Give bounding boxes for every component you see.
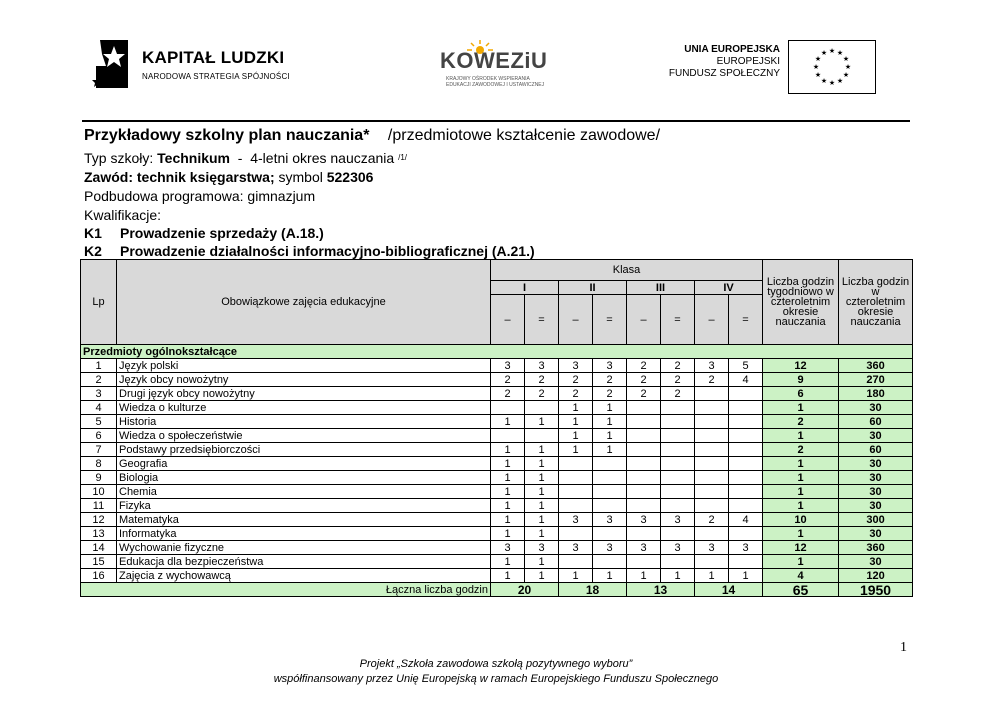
- row-lp: 3: [81, 387, 117, 401]
- row-total-hours: 60: [839, 443, 913, 457]
- row-semester-hours: 4: [729, 513, 763, 527]
- school-type-rest: - 4-letni okres nauczania: [230, 150, 399, 166]
- row-total-hours: 30: [839, 527, 913, 541]
- total-label: Łączna liczba godzin: [81, 583, 491, 597]
- row-semester-hours: [729, 555, 763, 569]
- row-semester-hours: 2: [491, 387, 525, 401]
- row-semester-hours: [627, 415, 661, 429]
- row-weekly-hours: 12: [763, 359, 839, 373]
- qualification-k2: [84, 243, 535, 259]
- eu-flag-icon: [788, 40, 876, 94]
- row-subject: Biologia: [117, 471, 491, 485]
- row-lp: 8: [81, 457, 117, 471]
- svg-text:★: ★: [842, 71, 850, 79]
- row-semester-hours: 3: [627, 513, 661, 527]
- kapital-ludzki-subtitle: NARODOWA STRATEGIA SPÓJNOŚCI: [142, 72, 290, 81]
- table-row: [81, 457, 913, 471]
- row-semester-hours: [593, 499, 627, 513]
- row-semester-hours: [729, 415, 763, 429]
- row-semester-hours: [661, 415, 695, 429]
- row-weekly-hours: 1: [763, 457, 839, 471]
- table-row: [81, 513, 913, 527]
- row-total-hours: 120: [839, 569, 913, 583]
- total-class-hours: 14: [695, 583, 763, 597]
- table-row: [81, 499, 913, 513]
- svg-text:★: ★: [836, 77, 844, 85]
- header-subject: Obowiązkowe zajęcia edukacyjne: [117, 260, 491, 345]
- row-total-hours: 30: [839, 499, 913, 513]
- k1-text: Prowadzenie sprzedaży (A.18.): [120, 225, 324, 241]
- row-semester-hours: [695, 485, 729, 499]
- row-semester-hours: 3: [695, 359, 729, 373]
- svg-text:★: ★: [820, 49, 828, 57]
- row-semester-hours: 2: [627, 373, 661, 387]
- row-semester-hours: [661, 401, 695, 415]
- row-semester-hours: 1: [491, 499, 525, 513]
- svg-text:★: ★: [844, 63, 852, 71]
- total-all: 1950: [839, 583, 913, 597]
- row-semester-hours: 3: [491, 359, 525, 373]
- row-semester-hours: 1: [491, 513, 525, 527]
- row-semester-hours: 2: [593, 387, 627, 401]
- row-semester-hours: 1: [627, 569, 661, 583]
- section-general-subjects: Przedmioty ogólnokształcące: [81, 345, 913, 359]
- row-semester-hours: 2: [661, 373, 695, 387]
- total-row: [81, 583, 913, 597]
- row-lp: 9: [81, 471, 117, 485]
- row-semester-hours: 2: [695, 513, 729, 527]
- row-semester-hours: 1: [525, 415, 559, 429]
- svg-text:★: ★: [842, 55, 850, 63]
- symbol-label: symbol: [274, 169, 327, 185]
- header-row-1: [81, 260, 913, 281]
- row-semester-hours: 1: [525, 555, 559, 569]
- row-semester-hours: [695, 527, 729, 541]
- row-lp: 1: [81, 359, 117, 373]
- row-semester-hours: 3: [559, 359, 593, 373]
- table-row: [81, 359, 913, 373]
- row-weekly-hours: 1: [763, 555, 839, 569]
- row-semester-hours: 1: [559, 569, 593, 583]
- row-semester-hours: [729, 485, 763, 499]
- row-semester-hours: [593, 471, 627, 485]
- row-semester-hours: [695, 457, 729, 471]
- row-semester-hours: [627, 443, 661, 457]
- teaching-plan-table: [80, 259, 913, 597]
- eu-line3: FUNDUSZ SPOŁECZNY: [668, 68, 780, 79]
- header-weekly: Liczba godzin tygodniowo w czteroletnim okresie nauczania: [763, 260, 839, 345]
- kowezu-logo: [440, 40, 560, 96]
- eu-text: [669, 44, 780, 80]
- table-row: [81, 555, 913, 569]
- row-weekly-hours: 1: [763, 485, 839, 499]
- row-semester-hours: 3: [559, 541, 593, 555]
- row-semester-hours: [695, 401, 729, 415]
- kowezu-subtitle-line1: KRAJOWY OŚRODEK WSPIERANIA: [446, 76, 530, 82]
- kowezu-subtitle: [446, 76, 556, 88]
- footer-line2: współfinansowany przez Unię Europejską w ramach Europejskiego Funduszu Społecznego: [273, 673, 719, 685]
- row-semester-hours: [729, 429, 763, 443]
- row-semester-hours: 1: [695, 569, 729, 583]
- row-semester-hours: 2: [525, 387, 559, 401]
- document-title-bold: Przykładowy szkolny plan nauczania*: [84, 127, 370, 144]
- row-total-hours: 30: [839, 471, 913, 485]
- school-type-footnote: /1/: [398, 153, 408, 162]
- row-weekly-hours: 1: [763, 499, 839, 513]
- table-row: [81, 429, 913, 443]
- row-semester-hours: 1: [525, 527, 559, 541]
- table-row: [81, 471, 913, 485]
- row-subject: Historia: [117, 415, 491, 429]
- row-lp: 11: [81, 499, 117, 513]
- document-title-rest: /przedmiotowe kształcenie zawodowe/: [387, 127, 661, 144]
- row-semester-hours: [661, 443, 695, 457]
- profession-line: [84, 169, 373, 185]
- svg-text:★: ★: [820, 77, 828, 85]
- table-row: [81, 541, 913, 555]
- row-semester-hours: [627, 555, 661, 569]
- row-total-hours: 30: [839, 457, 913, 471]
- row-semester-hours: [559, 457, 593, 471]
- row-total-hours: 180: [839, 387, 913, 401]
- row-semester-hours: 3: [695, 541, 729, 555]
- table-row: [81, 415, 913, 429]
- table-row: [81, 373, 913, 387]
- kowezu-title: KOWEZiU: [440, 48, 548, 73]
- row-semester-hours: [661, 555, 695, 569]
- row-semester-hours: 2: [559, 387, 593, 401]
- row-total-hours: 30: [839, 485, 913, 499]
- row-lp: 12: [81, 513, 117, 527]
- section-row: [81, 345, 913, 359]
- table-row: [81, 443, 913, 457]
- eu-line2: EUROPEJSKI: [716, 56, 780, 67]
- qualifications-label: Kwalifikacje:: [84, 207, 162, 223]
- row-semester-hours: [627, 499, 661, 513]
- row-semester-hours: 1: [559, 429, 593, 443]
- table-row: [81, 569, 913, 583]
- row-semester-hours: 1: [593, 415, 627, 429]
- row-semester-hours: 4: [729, 373, 763, 387]
- row-semester-hours: 1: [593, 429, 627, 443]
- row-total-hours: 30: [839, 429, 913, 443]
- row-semester-hours: [695, 471, 729, 485]
- row-weekly-hours: 1: [763, 471, 839, 485]
- row-lp: 5: [81, 415, 117, 429]
- row-lp: 16: [81, 569, 117, 583]
- header-sem: =: [593, 295, 627, 345]
- row-semester-hours: 2: [661, 387, 695, 401]
- row-lp: 4: [81, 401, 117, 415]
- row-total-hours: 300: [839, 513, 913, 527]
- base-line: Podbudowa programowa: gimnazjum: [84, 188, 316, 204]
- row-semester-hours: [695, 499, 729, 513]
- row-weekly-hours: 1: [763, 401, 839, 415]
- row-semester-hours: 1: [559, 415, 593, 429]
- row-semester-hours: [729, 471, 763, 485]
- row-subject: Chemia: [117, 485, 491, 499]
- header-class-4: IV: [695, 281, 763, 295]
- row-semester-hours: 1: [525, 485, 559, 499]
- row-semester-hours: [559, 499, 593, 513]
- header-lp: Lp: [81, 260, 117, 345]
- row-weekly-hours: 10: [763, 513, 839, 527]
- row-lp: 6: [81, 429, 117, 443]
- symbol-value: 522306: [326, 169, 374, 185]
- row-semester-hours: 2: [559, 373, 593, 387]
- header-class-2: II: [559, 281, 627, 295]
- row-semester-hours: 1: [525, 513, 559, 527]
- row-semester-hours: 3: [661, 513, 695, 527]
- row-subject: Matematyka: [117, 513, 491, 527]
- row-semester-hours: [559, 471, 593, 485]
- header-total: Liczba godzin w czteroletnim okresie nauczania: [839, 260, 913, 345]
- footer-line1: Projekt „Szkoła zawodowa szkołą pozytywnego wyboru”: [359, 658, 633, 670]
- row-semester-hours: [661, 485, 695, 499]
- table-row: [81, 401, 913, 415]
- row-total-hours: 30: [839, 401, 913, 415]
- k2-text: Prowadzenie działalności informacyjno-bibliograficznej (A.21.): [120, 243, 535, 259]
- row-semester-hours: [661, 429, 695, 443]
- row-semester-hours: [593, 457, 627, 471]
- row-semester-hours: 1: [593, 569, 627, 583]
- row-total-hours: 360: [839, 359, 913, 373]
- row-total-hours: 360: [839, 541, 913, 555]
- row-semester-hours: 1: [491, 443, 525, 457]
- row-weekly-hours: 9: [763, 373, 839, 387]
- row-semester-hours: [661, 499, 695, 513]
- kowezu-subtitle-line2: EDUKACJI ZAWODOWEJ I USTAWICZNEJ: [446, 82, 545, 88]
- page-number: 1: [900, 640, 907, 655]
- row-semester-hours: 1: [593, 443, 627, 457]
- row-semester-hours: 1: [491, 569, 525, 583]
- header-sem: =: [661, 295, 695, 345]
- svg-text:★: ★: [814, 55, 822, 63]
- row-weekly-hours: 12: [763, 541, 839, 555]
- row-semester-hours: 2: [593, 373, 627, 387]
- kapital-ludzki-logo: [92, 36, 302, 92]
- header-sem: –: [559, 295, 593, 345]
- row-total-hours: 270: [839, 373, 913, 387]
- row-semester-hours: [729, 401, 763, 415]
- header-class-3: III: [627, 281, 695, 295]
- row-subject: Fizyka: [117, 499, 491, 513]
- row-semester-hours: 2: [627, 359, 661, 373]
- kapital-ludzki-title: KAPITAŁ LUDZKI: [142, 48, 285, 67]
- row-semester-hours: 1: [491, 471, 525, 485]
- row-semester-hours: [627, 471, 661, 485]
- header-sem: =: [729, 295, 763, 345]
- school-type-label: Typ szkoły:: [84, 150, 158, 166]
- header-rule: [82, 120, 910, 122]
- row-semester-hours: 2: [661, 359, 695, 373]
- school-type-value: Technikum: [157, 150, 231, 166]
- row-lp: 15: [81, 555, 117, 569]
- row-semester-hours: [695, 387, 729, 401]
- row-semester-hours: [695, 415, 729, 429]
- row-subject: Podstawy przedsiębiorczości: [117, 443, 491, 457]
- row-semester-hours: [627, 457, 661, 471]
- row-weekly-hours: 1: [763, 527, 839, 541]
- row-semester-hours: 1: [491, 485, 525, 499]
- row-semester-hours: 2: [491, 373, 525, 387]
- header-sem: –: [627, 295, 661, 345]
- row-subject: Zajęcia z wychowawcą: [117, 569, 491, 583]
- row-semester-hours: 1: [491, 527, 525, 541]
- row-semester-hours: 3: [627, 541, 661, 555]
- row-lp: 13: [81, 527, 117, 541]
- total-weekly: 65: [763, 583, 839, 597]
- svg-text:★: ★: [828, 47, 836, 55]
- total-class-hours: 20: [491, 583, 559, 597]
- row-semester-hours: [661, 527, 695, 541]
- row-subject: Informatyka: [117, 527, 491, 541]
- row-semester-hours: 5: [729, 359, 763, 373]
- row-subject: Wiedza o kulturze: [117, 401, 491, 415]
- row-weekly-hours: 2: [763, 443, 839, 457]
- row-weekly-hours: 4: [763, 569, 839, 583]
- row-semester-hours: 1: [491, 555, 525, 569]
- eu-line1: UNIA EUROPEJSKA: [684, 44, 780, 55]
- table-row: [81, 485, 913, 499]
- row-subject: Drugi język obcy nowożytny: [117, 387, 491, 401]
- row-semester-hours: 1: [525, 457, 559, 471]
- svg-text:★: ★: [836, 49, 844, 57]
- row-semester-hours: 1: [559, 401, 593, 415]
- row-weekly-hours: 2: [763, 415, 839, 429]
- row-semester-hours: 3: [593, 359, 627, 373]
- svg-text:★: ★: [812, 63, 820, 71]
- qualification-k1: [84, 225, 324, 241]
- row-semester-hours: [559, 527, 593, 541]
- row-semester-hours: [729, 457, 763, 471]
- kapital-ludzki-mark-icon: [92, 36, 132, 92]
- row-semester-hours: 1: [661, 569, 695, 583]
- row-semester-hours: [729, 527, 763, 541]
- row-subject: Geografia: [117, 457, 491, 471]
- k1-code: K1: [84, 225, 102, 241]
- row-semester-hours: 1: [729, 569, 763, 583]
- row-semester-hours: [729, 387, 763, 401]
- row-semester-hours: [627, 527, 661, 541]
- row-semester-hours: [559, 555, 593, 569]
- school-type-line: [84, 150, 407, 166]
- row-semester-hours: 1: [593, 401, 627, 415]
- row-weekly-hours: 6: [763, 387, 839, 401]
- document-title: [84, 128, 660, 144]
- row-lp: 7: [81, 443, 117, 457]
- header-klasa: Klasa: [491, 260, 763, 281]
- row-subject: Język obcy nowożytny: [117, 373, 491, 387]
- header-sem: –: [491, 295, 525, 345]
- row-lp: 2: [81, 373, 117, 387]
- row-semester-hours: [525, 401, 559, 415]
- row-semester-hours: 1: [525, 499, 559, 513]
- row-semester-hours: [695, 429, 729, 443]
- header-sem: –: [695, 295, 729, 345]
- row-subject: Edukacja dla bezpieczeństwa: [117, 555, 491, 569]
- row-semester-hours: [627, 429, 661, 443]
- row-total-hours: 30: [839, 555, 913, 569]
- total-class-hours: 18: [559, 583, 627, 597]
- row-semester-hours: 3: [525, 541, 559, 555]
- row-semester-hours: 2: [525, 373, 559, 387]
- row-semester-hours: [525, 429, 559, 443]
- row-semester-hours: 1: [491, 457, 525, 471]
- table-row: [81, 527, 913, 541]
- row-semester-hours: 3: [661, 541, 695, 555]
- row-semester-hours: [627, 401, 661, 415]
- row-semester-hours: [695, 443, 729, 457]
- row-semester-hours: [491, 429, 525, 443]
- row-semester-hours: [593, 555, 627, 569]
- row-semester-hours: [661, 457, 695, 471]
- row-weekly-hours: 1: [763, 429, 839, 443]
- row-subject: Język polski: [117, 359, 491, 373]
- row-semester-hours: 3: [593, 541, 627, 555]
- row-semester-hours: [559, 485, 593, 499]
- row-semester-hours: [729, 499, 763, 513]
- row-semester-hours: [661, 471, 695, 485]
- total-class-hours: 13: [627, 583, 695, 597]
- row-semester-hours: 3: [525, 359, 559, 373]
- k2-code: K2: [84, 243, 102, 259]
- row-semester-hours: 1: [559, 443, 593, 457]
- row-semester-hours: 3: [593, 513, 627, 527]
- row-semester-hours: 1: [491, 415, 525, 429]
- row-semester-hours: 1: [525, 569, 559, 583]
- profession-value: Zawód: technik księgarstwa;: [84, 169, 275, 185]
- header-class-1: I: [491, 281, 559, 295]
- svg-text:★: ★: [814, 71, 822, 79]
- row-semester-hours: [695, 555, 729, 569]
- row-semester-hours: 2: [627, 387, 661, 401]
- row-semester-hours: 3: [729, 541, 763, 555]
- row-semester-hours: [593, 527, 627, 541]
- table-row: [81, 387, 913, 401]
- svg-text:★: ★: [828, 79, 836, 87]
- row-lp: 14: [81, 541, 117, 555]
- row-semester-hours: [593, 485, 627, 499]
- row-semester-hours: [729, 443, 763, 457]
- row-semester-hours: [627, 485, 661, 499]
- row-total-hours: 60: [839, 415, 913, 429]
- row-lp: 10: [81, 485, 117, 499]
- header-sem: =: [525, 295, 559, 345]
- eu-logo: [640, 40, 880, 100]
- row-subject: Wychowanie fizyczne: [117, 541, 491, 555]
- row-semester-hours: [491, 401, 525, 415]
- row-semester-hours: 1: [525, 443, 559, 457]
- row-semester-hours: 3: [491, 541, 525, 555]
- row-semester-hours: 1: [525, 471, 559, 485]
- row-subject: Wiedza o społeczeństwie: [117, 429, 491, 443]
- row-semester-hours: 3: [559, 513, 593, 527]
- row-semester-hours: 2: [695, 373, 729, 387]
